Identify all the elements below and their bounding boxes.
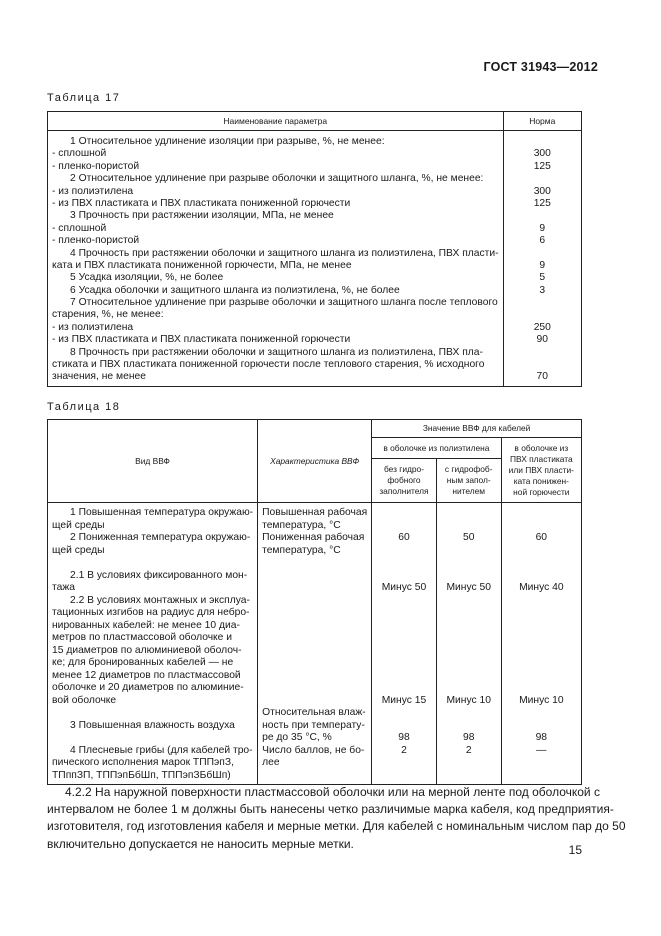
table-18-value [372, 607, 436, 620]
table-18-caption: Таблица 18 [47, 401, 121, 413]
table-18-header-no-filler [372, 459, 437, 503]
table-17-norm-value [504, 173, 581, 185]
table-18-type-line: 4 Плесневые грибы (для кабелей тро- [70, 744, 253, 756]
table-18-value [372, 570, 436, 583]
table-18-value [437, 657, 501, 670]
table-18-characteristic-line: температура, °С [262, 544, 341, 556]
document-standard-number: ГОСТ 31943—2012 [483, 60, 598, 74]
table-17-norms-cell [503, 131, 581, 387]
header-line: без гидро- [383, 464, 425, 474]
table-17-norm-value: 125 [533, 197, 551, 209]
table-18-value [502, 607, 581, 620]
table-18-with-filler-cell [436, 503, 501, 785]
table-18-characteristic-line [262, 557, 367, 570]
table-17-parameter-line: ката и ПВХ пластиката пониженной горючести, МПа, не менее [52, 259, 352, 271]
table-18-characteristic-line: температура, °С [262, 519, 341, 531]
table-18-value [502, 645, 581, 658]
table-18-value [437, 570, 501, 583]
header-line: с гидрофоб- [444, 464, 493, 474]
table-17-caption: Таблица 17 [47, 92, 121, 104]
table-18 [47, 419, 582, 785]
table-18-value [502, 507, 581, 520]
table-18-no-filler-cell [372, 503, 437, 785]
table-18-value [437, 557, 501, 570]
table-18-type-line: 2.1 В условиях фиксированного мон- [70, 569, 248, 581]
table-18-value: 98 [462, 732, 475, 743]
header-line: в оболочке из [514, 442, 569, 453]
table-18-characteristic-line [262, 595, 367, 608]
table-18-header-with-filler [436, 459, 501, 503]
table-18-type-line: 1 Повышенная температура окружаю- [70, 507, 254, 518]
table-18-type-line [52, 732, 253, 745]
table-18-value [437, 645, 501, 658]
table-18-type-line: метров по пластмассовой оболочке и [52, 632, 233, 643]
table-18-value [372, 657, 436, 670]
paragraph-line: включительно допускается не наносить мерные метки. [47, 836, 354, 851]
table-18-value: — [536, 744, 547, 756]
table-18-type-line: 2 Пониженная температура окружаю- [70, 532, 251, 543]
table-18-value [372, 682, 436, 695]
table-18-value [502, 707, 581, 720]
table-18-type-line: 2.2 В условиях монтажных и эксплуа- [70, 594, 250, 606]
table-18-type-line: 3 Повышенная влажность воздуха [70, 719, 235, 731]
table-17-norm-value [504, 359, 581, 371]
header-line: заполнителя [379, 486, 429, 496]
page-number: 15 [568, 843, 582, 857]
table-17-parameters-cell [48, 131, 504, 387]
table-18-value [437, 757, 501, 770]
table-17-norm-value: 5 [539, 272, 546, 284]
table-18-value: Минус 50 [381, 582, 427, 593]
table-18-value [372, 645, 436, 658]
clause-4-2-2-paragraph [47, 784, 626, 853]
table-17-parameter-line: - из полиэтилена [52, 185, 134, 197]
table-18-value: 60 [535, 532, 548, 543]
table-18-value: 50 [462, 532, 475, 543]
table-18-value [502, 520, 581, 533]
table-18-type-cell [48, 503, 258, 785]
table-17-norm-value: 3 [539, 284, 546, 296]
table-18-value: Минус 15 [381, 694, 427, 706]
table-18-value [437, 545, 501, 558]
table-18-type-line: нированных кабелей: не менее 10 диа- [52, 619, 240, 631]
table-18-type-line [52, 707, 253, 720]
table-18-value: Минус 40 [519, 582, 564, 593]
table-18-type-line: щей среды [52, 519, 105, 531]
header-line: или ПВХ пласти- [508, 464, 574, 475]
table-18-type-line: тажа [52, 582, 75, 593]
table-18-characteristic-line [262, 645, 367, 658]
table-18-characteristic-line [262, 695, 367, 708]
table-18-value [372, 757, 436, 770]
table-18-characteristic-line [262, 620, 367, 633]
table-18-value [372, 557, 436, 570]
table-17-norm-value: 6 [539, 235, 546, 247]
table-17-norm-value: 300 [533, 185, 551, 197]
table-18-characteristic-line [262, 770, 367, 783]
table-18-value [502, 595, 581, 608]
table-17-parameter-line: - из полиэтилена [52, 321, 134, 333]
table-17 [47, 111, 582, 387]
table-18-value: 2 [401, 744, 407, 756]
table-18-value [502, 757, 581, 770]
table-18-value [437, 682, 501, 695]
table-18-header-polyethylene: в оболочке из полиэтилена [372, 438, 501, 459]
table-17-parameter-line: 1 Относительное удлинение изоляции при разрыве, %, не менее: [70, 136, 385, 147]
paragraph-line: 4.2.2 На наружной поверхности пластмассовой оболочки или на мерной ленте под оболочкой с [65, 785, 600, 799]
table-18-value [372, 632, 436, 645]
table-17-norm-value: 70 [536, 371, 549, 383]
table-18-value [372, 595, 436, 608]
table-18-type-line: щей среды [52, 544, 105, 556]
table-17-norm-value [504, 309, 581, 321]
table-18-value [372, 707, 436, 720]
table-18-type-line: ТПппЗП, ТППэпБбШп, ТППэпЗБбШп) [52, 769, 231, 781]
table-18-header-values: Значение ВВФ для кабелей [372, 420, 582, 438]
table-18-value [502, 620, 581, 633]
table-18-value [437, 620, 501, 633]
table-18-value [372, 670, 436, 683]
table-17-parameter-line: - пленко-пористой [52, 235, 140, 247]
table-18-characteristic-line [262, 682, 367, 695]
table-17-norm-value: 250 [533, 321, 551, 333]
table-17-parameter-line: старения, %, не менее: [52, 309, 164, 321]
table-18-characteristic-line: Число баллов, не бо- [262, 744, 365, 756]
paragraph-line: изготовителя, год изготовления кабеля и мерные метки. Для кабелей с номинальным числом пар до 50 [47, 819, 626, 834]
table-18-value [372, 545, 436, 558]
table-18-value [437, 632, 501, 645]
table-18-value: 98 [398, 732, 410, 743]
table-18-characteristic-cell [258, 503, 372, 785]
table-17-norm-value [504, 347, 581, 359]
table-18-characteristic-line [262, 582, 367, 595]
table-17-norm-value: 9 [539, 259, 546, 271]
table-17-header-norm: Норма [503, 112, 581, 131]
table-18-value [502, 557, 581, 570]
table-17-parameter-line: - сплошной [52, 222, 107, 234]
table-17-parameter-line: 3 Прочность при растяжении изоляции, МПа, не менее [70, 210, 334, 222]
table-18-type-line: вой оболочке [52, 694, 117, 706]
table-18-type-line: тационных изгибов на радиус для небро- [52, 607, 250, 618]
table-17-parameter-line: - сплошной [52, 148, 107, 160]
table-17-parameter-line: - пленко-пористой [52, 160, 140, 172]
header-line: фобного [387, 475, 421, 485]
paragraph-line: интервалом не более 1 м должны быть нанесены четко различимые марка кабеля, код предприятия- [47, 802, 614, 817]
table-17-parameter-line: стиката и ПВХ пластиката пониженной горючести после теплового старения, % исходного [52, 359, 485, 371]
table-18-value [372, 620, 436, 633]
table-17-norm-value [504, 136, 581, 148]
table-18-type-line: 15 диаметров по алюминиевой оболоч- [52, 644, 242, 656]
table-17-norm-value [504, 248, 581, 260]
table-18-value: 60 [398, 532, 410, 543]
table-17-parameter-line: 4 Прочность при растяжении оболочки и защитного шланга из полиэтилена, ПВХ пласти- [70, 247, 499, 259]
table-18-value [502, 570, 581, 583]
table-18-type-line: пического исполнения марок ТППэпЗ, [52, 757, 234, 768]
table-17-parameter-line: - из ПВХ пластиката и ПВХ пластиката пониженной горючести [52, 334, 351, 346]
table-18-value: Минус 10 [519, 694, 564, 706]
table-18-characteristic-line: Пониженная рабочая [262, 532, 365, 543]
table-18-value [372, 520, 436, 533]
header-line: ным запол- [446, 475, 491, 485]
table-18-value [502, 657, 581, 670]
table-17-norm-value: 90 [536, 334, 549, 346]
table-18-type-line: менее 12 диаметров по пластмассовой [52, 669, 241, 681]
table-18-type-line [52, 557, 253, 570]
table-18-characteristic-line [262, 670, 367, 683]
table-18-value [372, 507, 436, 520]
table-18-value [437, 720, 501, 733]
table-18-value: Минус 50 [446, 582, 491, 593]
table-18-value [437, 670, 501, 683]
table-17-header-parameter: Наименование параметра [48, 112, 504, 131]
table-17-parameter-line: 7 Относительное удлинение при разрыве оболочки и защитного шланга после теплового [70, 297, 498, 309]
table-18-value [437, 595, 501, 608]
table-17-parameter-line: 8 Прочность при растяжении оболочки и защитного шланга из полиэтилена, ПВХ пла- [70, 346, 483, 358]
table-18-type-line: оболочке и 20 диаметров по алюминие- [52, 682, 244, 693]
table-18-value: 98 [535, 732, 548, 743]
table-18-value [437, 507, 501, 520]
header-line: ката понижен- [513, 475, 569, 486]
table-18-value [372, 720, 436, 733]
table-18-value: 2 [465, 744, 472, 756]
table-18-value [372, 770, 436, 783]
table-18-characteristic-line [262, 657, 367, 670]
table-18-value [502, 545, 581, 558]
table-18-value [437, 520, 501, 533]
table-18-characteristic-line: лее [262, 757, 280, 768]
table-17-parameter-line: 2 Относительное удлинение при разрыве оболочки и защитного шланга, %, не менее: [70, 173, 484, 185]
table-18-value [502, 682, 581, 695]
table-18-value [502, 632, 581, 645]
header-line: ПВХ пластиката [509, 453, 573, 464]
table-17-parameter-line: - из ПВХ пластиката и ПВХ пластиката пониженной горючести [52, 197, 351, 209]
table-18-pvc-cell [501, 503, 581, 785]
table-18-header-characteristic: Характеристика ВВФ [258, 420, 372, 503]
header-line: нителем [452, 486, 486, 496]
table-18-value [437, 707, 501, 720]
table-18-type-line: ке; для бронированных кабелей — не [52, 657, 234, 668]
table-18-value: Минус 10 [446, 694, 491, 706]
table-18-characteristic-line [262, 570, 367, 583]
table-18-characteristic-line [262, 632, 367, 645]
table-17-norm-value: 300 [533, 148, 551, 160]
table-18-characteristic-line: ре до 35 °С, % [262, 732, 332, 743]
table-17-parameter-line: значения, не менее [52, 371, 146, 383]
table-17-parameter-line: 6 Усадка оболочки и защитного шланга из полиэтилена, %, не более [70, 284, 400, 296]
table-17-parameter-line: 5 Усадка изоляции, %, не более [70, 272, 224, 284]
table-17-norm-value: 9 [539, 222, 546, 234]
table-18-value [502, 670, 581, 683]
table-18-header-type: Вид ВВФ [48, 420, 258, 503]
table-18-value [437, 607, 501, 620]
table-18-value [502, 770, 581, 783]
table-17-norm-value [504, 297, 581, 309]
header-line: ной горючести [513, 486, 570, 497]
table-18-characteristic-line [262, 607, 367, 620]
table-18-characteristic-line: Повышенная рабочая [262, 507, 368, 518]
table-18-characteristic-line: ность при температу- [262, 719, 365, 731]
table-17-norm-value: 125 [533, 160, 551, 172]
table-18-value [502, 720, 581, 733]
table-18-header-pvc [501, 438, 581, 503]
table-18-characteristic-line: Относительная влаж- [262, 707, 366, 718]
table-18-value [437, 770, 501, 783]
table-17-norm-value [504, 210, 581, 222]
